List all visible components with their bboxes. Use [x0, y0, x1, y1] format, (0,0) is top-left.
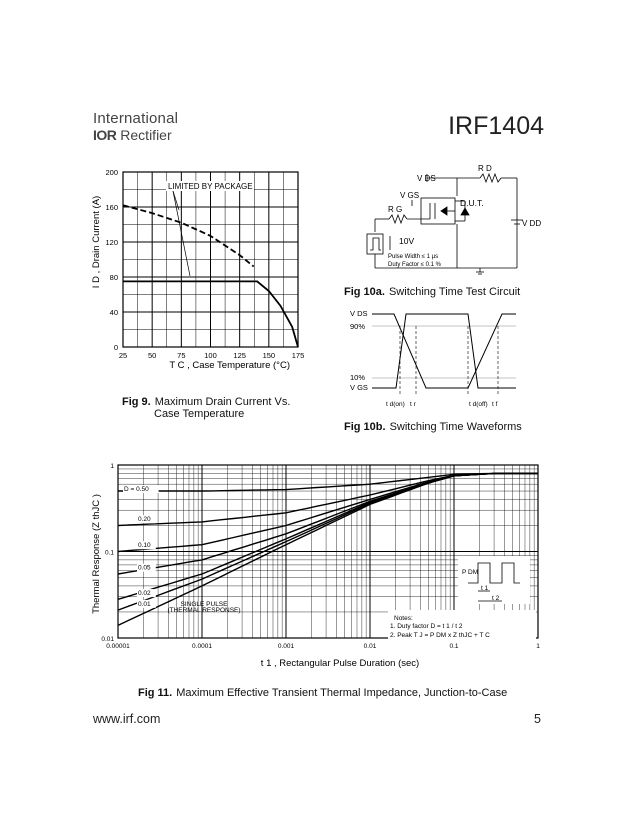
- fig11-series-label: 0.10: [138, 542, 151, 550]
- fig11-ytick-label: 0.1: [104, 549, 114, 557]
- fig9-ytick-label: 80: [109, 273, 118, 282]
- fig9-caption: [122, 396, 290, 420]
- fig10b-tdon-label: t d(on): [386, 401, 405, 408]
- fig10b-vgs-wave: [372, 314, 516, 388]
- fig11-t2-label: t 2: [492, 595, 500, 602]
- fig11-series-label: 0.20: [138, 516, 151, 524]
- page-number: 5: [534, 712, 541, 726]
- fig11-ytick-label: 0.01: [101, 636, 114, 643]
- ior-logo: IOR: [93, 127, 117, 143]
- fig10a-rg-label: R G: [388, 205, 403, 214]
- fig10a-vgs-label: V GS: [400, 191, 420, 200]
- fig11-series-label: 0.02: [138, 590, 151, 598]
- fig9-grid: [123, 172, 298, 347]
- fig11-ytick-label: 1: [110, 463, 114, 470]
- fig11-pdm-label: P DM: [462, 569, 479, 576]
- fig9-ytick-label: 120: [105, 238, 118, 247]
- fig10b-tf-label: t f: [492, 401, 498, 408]
- footer-url[interactable]: www.irf.com: [93, 712, 161, 726]
- fig11-note1: 1. Duty factor D = t 1 / t 2: [390, 623, 463, 630]
- fig11-caption-label: Fig 11.: [138, 687, 173, 699]
- fig9-xtick-label: 75: [177, 351, 186, 360]
- fig10b-vds-wave: [372, 314, 516, 388]
- fig10b-tr-label: t r: [410, 401, 416, 408]
- fig11-xtick-label: 0.1: [449, 643, 459, 650]
- fig11-series-label: 0.01: [138, 600, 151, 608]
- brand-rectifier-text: Rectifier: [120, 127, 172, 143]
- fig10a-vdd-label: V DD: [522, 219, 542, 228]
- fig11-single-pulse: SINGLE PULSE: [180, 601, 228, 608]
- fig10a-caption-text: Switching Time Test Circuit: [388, 286, 521, 298]
- fig9-caption-line1: Maximum Drain Current Vs.: [154, 396, 291, 408]
- fig11-series-2: [118, 473, 538, 551]
- fig11-xtick-label: 0.01: [363, 643, 377, 650]
- fig9-ytick-label: 40: [109, 308, 118, 317]
- fig11-series-labels: [123, 485, 159, 608]
- fig10b-caption-text: Switching Time Waveforms: [389, 421, 522, 433]
- fig9-annotation: LIMITED BY PACKAGE: [168, 182, 253, 191]
- fig9-xtick-label: 50: [147, 351, 157, 360]
- fig10a-note2: Duty Factor ≤ 0.1 %: [388, 262, 441, 268]
- fig9-chart: [86, 160, 318, 382]
- fig9-xtick-label: 175: [291, 351, 305, 360]
- fig11-t1-label: t 1: [481, 585, 489, 592]
- fig9-xtick-label: 125: [233, 351, 246, 360]
- fig9-ylabel: I D , Drain Current (A): [91, 195, 102, 289]
- fig9-xtick-label: 100: [204, 351, 217, 360]
- fig10a-dut-label: D.U.T.: [460, 198, 484, 208]
- fig11-xtick-label: 0.00001: [106, 643, 130, 650]
- brand-name: International: [93, 110, 179, 127]
- part-number: IRF1404: [448, 112, 544, 140]
- fig9-series-0: [123, 205, 254, 266]
- fig9-ytick-label: 200: [105, 168, 118, 177]
- fig9-xtick-label: 150: [262, 351, 276, 360]
- fig11-xtick-label: 0.0001: [192, 643, 212, 650]
- fig9-ticks: [105, 168, 304, 360]
- fig11-caption: [138, 687, 507, 699]
- fig10a-rd-label: R D: [478, 164, 492, 173]
- fig9-ytick-label: 0: [113, 343, 118, 352]
- fig9-xlabel: T C , Case Temperature (°C): [169, 360, 290, 371]
- fig9-caption-line2: Case Temperature: [154, 408, 245, 420]
- fig11-xtick-label: 1: [536, 643, 540, 650]
- fig10a-vds-label: V DS: [417, 174, 436, 183]
- fig10a-circuit: [355, 160, 550, 282]
- fig11-thermal-response: (THERMAL RESPONSE): [167, 607, 241, 614]
- fig9-xtick-label: 25: [118, 351, 128, 360]
- fig11-series-label: D = 0.50: [124, 486, 149, 494]
- fig11-note2: 2. Peak T J = P DM x Z thJC + T C: [390, 632, 490, 639]
- fig10b-vds-label: V DS: [350, 309, 368, 318]
- fig11-xtick-label: 0.001: [277, 643, 295, 650]
- fig10b-caption-label: Fig 10b.: [344, 421, 386, 433]
- fig11-chart: [88, 458, 550, 674]
- fig11-notes-title: Notes:: [394, 615, 413, 622]
- fig10b-90-label: 90%: [350, 322, 366, 331]
- fig10b-waveforms: [350, 306, 522, 412]
- fig9-ytick-label: 160: [105, 203, 118, 212]
- fig10b-tdoff-label: t d(off): [469, 401, 488, 408]
- brand-rectifier: [93, 127, 172, 143]
- fig11-series-label: 0.05: [138, 564, 151, 572]
- fig9-caption-label: Fig 9.: [122, 396, 151, 408]
- fig10a-10v-label: 10V: [399, 236, 415, 246]
- fig10b-10-label: 10%: [350, 373, 366, 382]
- fig11-ylabel: Thermal Response (Z thJC ): [91, 494, 102, 614]
- fig10a-caption-label: Fig 10a.: [344, 286, 385, 298]
- fig11-series-0: [118, 473, 538, 494]
- fig10b-vgs-label: V GS: [350, 383, 368, 392]
- fig10a-note1: Pulse Width ≤ 1 µs: [388, 254, 439, 260]
- fig10b-caption: [344, 421, 522, 433]
- fig11-caption-text: Maximum Effective Transient Thermal Impedance, Junction-to-Case: [176, 687, 508, 699]
- fig10a-caption: [344, 286, 520, 298]
- fig11-xlabel: t 1 , Rectangular Pulse Duration (sec): [260, 658, 420, 669]
